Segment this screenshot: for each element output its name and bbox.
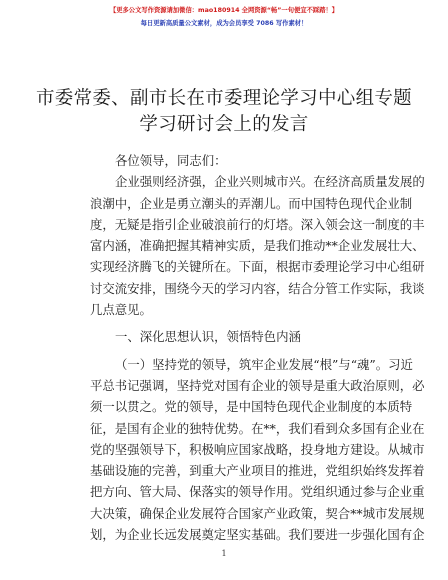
promo-banner xyxy=(0,4,448,30)
document-title-line-1: 市委常委、副市长在市委理论学习中心组专题 xyxy=(35,88,412,109)
document-title xyxy=(0,86,448,138)
promo-banner-line-2: 每日更新高质量公文素材，成为会员享受 7086 写作素材！ xyxy=(140,20,308,27)
paragraph-line: 征，是国有企业的独特优势。在**，我们看到众多国有企业在 xyxy=(90,420,425,436)
promo-banner-line-1: 【更多公文写作资源请加微信：mao180914 全网资源“畅”一句便宜不踩踏！】 xyxy=(109,7,339,14)
document-title-line-2: 学习研讨会上的发言 xyxy=(139,114,309,135)
paragraph-line: 浪潮中，企业是勇立潮头的弄潮儿。而中国特色现代企业制 xyxy=(90,195,413,211)
paragraph-line: 基础设施的完善，到重大产业项目的推进，党组织始终发挥着 xyxy=(90,463,425,479)
paragraph-line: 讨交流安排，围绕今天的学习内容，结合分管工作实际，我谈 xyxy=(90,280,425,296)
paragraph-line: 度，无疑是指引企业破浪前行的灯塔。深入领会这一制度的丰 xyxy=(90,216,425,232)
section-heading: 一、深化思想认识，领悟特色内涵 xyxy=(115,329,301,345)
subsection-heading-line: （一）坚持党的领导，筑牢企业发展“根”与“魂”。习近 xyxy=(115,356,413,372)
paragraph-line: 须一以贯之。党的领导，是中国特色现代企业制度的本质特 xyxy=(90,399,413,415)
salutation: 各位领导，同志们： xyxy=(115,153,227,168)
page-number: 1 xyxy=(221,549,227,558)
paragraph-line: 富内涵，准确把握其精神实质，是我们推动**企业发展壮大、 xyxy=(90,238,425,254)
document-body xyxy=(90,150,425,545)
paragraph-line: 党的坚强领导下，积极响应国家战略，投身地方建设。从城市 xyxy=(90,441,425,457)
paragraph-line: 把方向、管大局、保落实的领导作用。党组织通过参与企业重 xyxy=(90,484,425,500)
paragraph-line: 企业强则经济强，企业兴则城市兴。在经济高质量发展的 xyxy=(115,174,425,190)
paragraph-line: 实现经济腾飞的关键所在。下面，根据市委理论学习中心组研 xyxy=(90,259,425,275)
paragraph-line: 划，为企业长远发展奠定坚实基础。我们要进一步强化国有企 xyxy=(90,527,425,543)
paragraph-line: 平总书记强调，坚持党对国有企业的领导是重大政治原则，必 xyxy=(90,377,425,393)
paragraph-line: 几点意见。 xyxy=(90,302,152,318)
paragraph-line: 大决策，确保企业发展符合国家产业政策，契合**城市发展规 xyxy=(90,505,425,521)
